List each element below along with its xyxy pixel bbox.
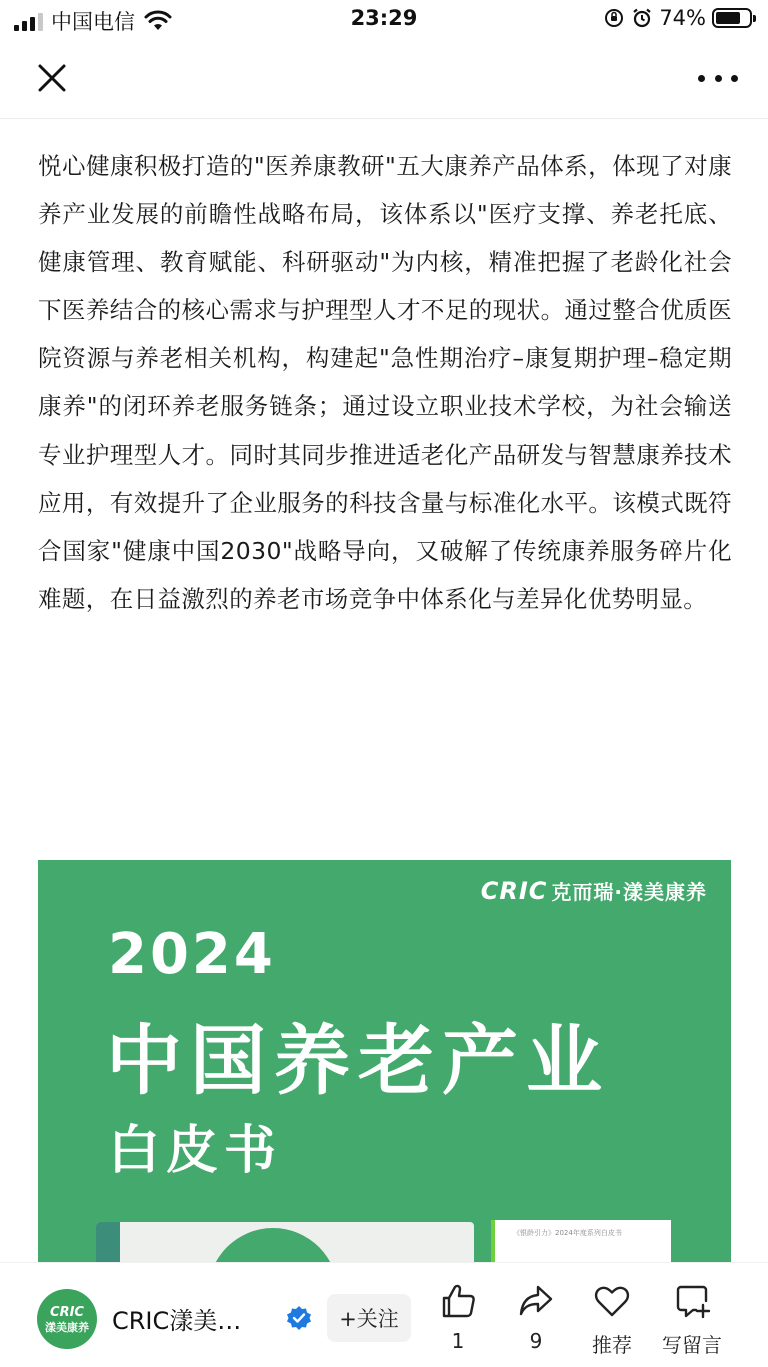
share-arrow-icon bbox=[516, 1281, 556, 1321]
status-time: 23:29 bbox=[350, 6, 418, 30]
like-count: 1 bbox=[451, 1329, 465, 1353]
carrier-name: 中国电信 bbox=[51, 10, 135, 34]
whitepaper-cover-image[interactable] bbox=[38, 860, 731, 1263]
cover-brand-logo: CRIC 克而瑞·漾美康养 bbox=[480, 877, 707, 905]
cover-year: 2024 bbox=[108, 922, 276, 987]
alarm-icon bbox=[631, 7, 653, 29]
avatar[interactable]: CRIC 漾美康养 bbox=[37, 1289, 97, 1349]
status-bar bbox=[0, 0, 768, 40]
heart-icon bbox=[592, 1281, 632, 1321]
comment-plus-icon bbox=[672, 1281, 712, 1321]
close-icon[interactable] bbox=[34, 60, 70, 96]
book-right-text: 《银龄引力》2024年度系列白皮书 bbox=[513, 1229, 622, 1237]
orientation-lock-icon bbox=[603, 7, 625, 29]
nav-bar bbox=[0, 40, 768, 119]
article-paragraph: 悦心健康积极打造的"医养康教研"五大康养产品体系，体现了对康养产业发展的前瞻性战略布局，该体系以"医疗支撑、养老托底、健康管理、教育赋能、科研驱动"为内核，精准把握了老龄化社会下医养结合的核心需求与护理型人才不足的现状。通过整合优质医院资源与养老相关机构，构建起"急性期治疗–康复期护理–稳定期康养"的闭环养老服务链条；通过设立职业技术学校，为社会输送专业护理型人才。同时其同步推进适老化产品研发与智慧康养技术应用，有效提升了企业服务的科技含量与标准化水平。该模式既符合国家"健康中国2030"战略导向，又破解了传统康养服务碎片化难题，在日益激烈的养老市场竞争中体系化与差异化优势明显。 bbox=[38, 152, 732, 613]
battery-fill bbox=[716, 12, 740, 24]
comment-button[interactable] bbox=[662, 1281, 722, 1358]
cover-subtitle: 白皮书 bbox=[108, 1121, 283, 1181]
like-button[interactable] bbox=[438, 1281, 478, 1353]
comment-label: 写留言 bbox=[662, 1333, 722, 1357]
book-mockup-right bbox=[491, 1220, 671, 1263]
battery-icon bbox=[712, 8, 752, 28]
follow-button[interactable]: +关注 bbox=[327, 1294, 411, 1342]
bottom-bar bbox=[0, 1262, 768, 1367]
thumbs-up-icon bbox=[438, 1281, 478, 1321]
book-spine bbox=[96, 1222, 120, 1263]
verified-icon bbox=[286, 1305, 312, 1331]
recommend-button[interactable] bbox=[592, 1281, 632, 1358]
battery-percent: 74% bbox=[659, 6, 706, 30]
share-button[interactable] bbox=[516, 1281, 556, 1353]
status-right bbox=[603, 6, 752, 30]
cover-title: 中国养老产业 bbox=[106, 1016, 610, 1105]
share-count: 9 bbox=[529, 1329, 543, 1353]
account-name[interactable]: CRIC漾美… bbox=[112, 1307, 242, 1335]
recommend-label: 推荐 bbox=[592, 1333, 632, 1357]
more-dots-icon[interactable] bbox=[698, 68, 738, 88]
